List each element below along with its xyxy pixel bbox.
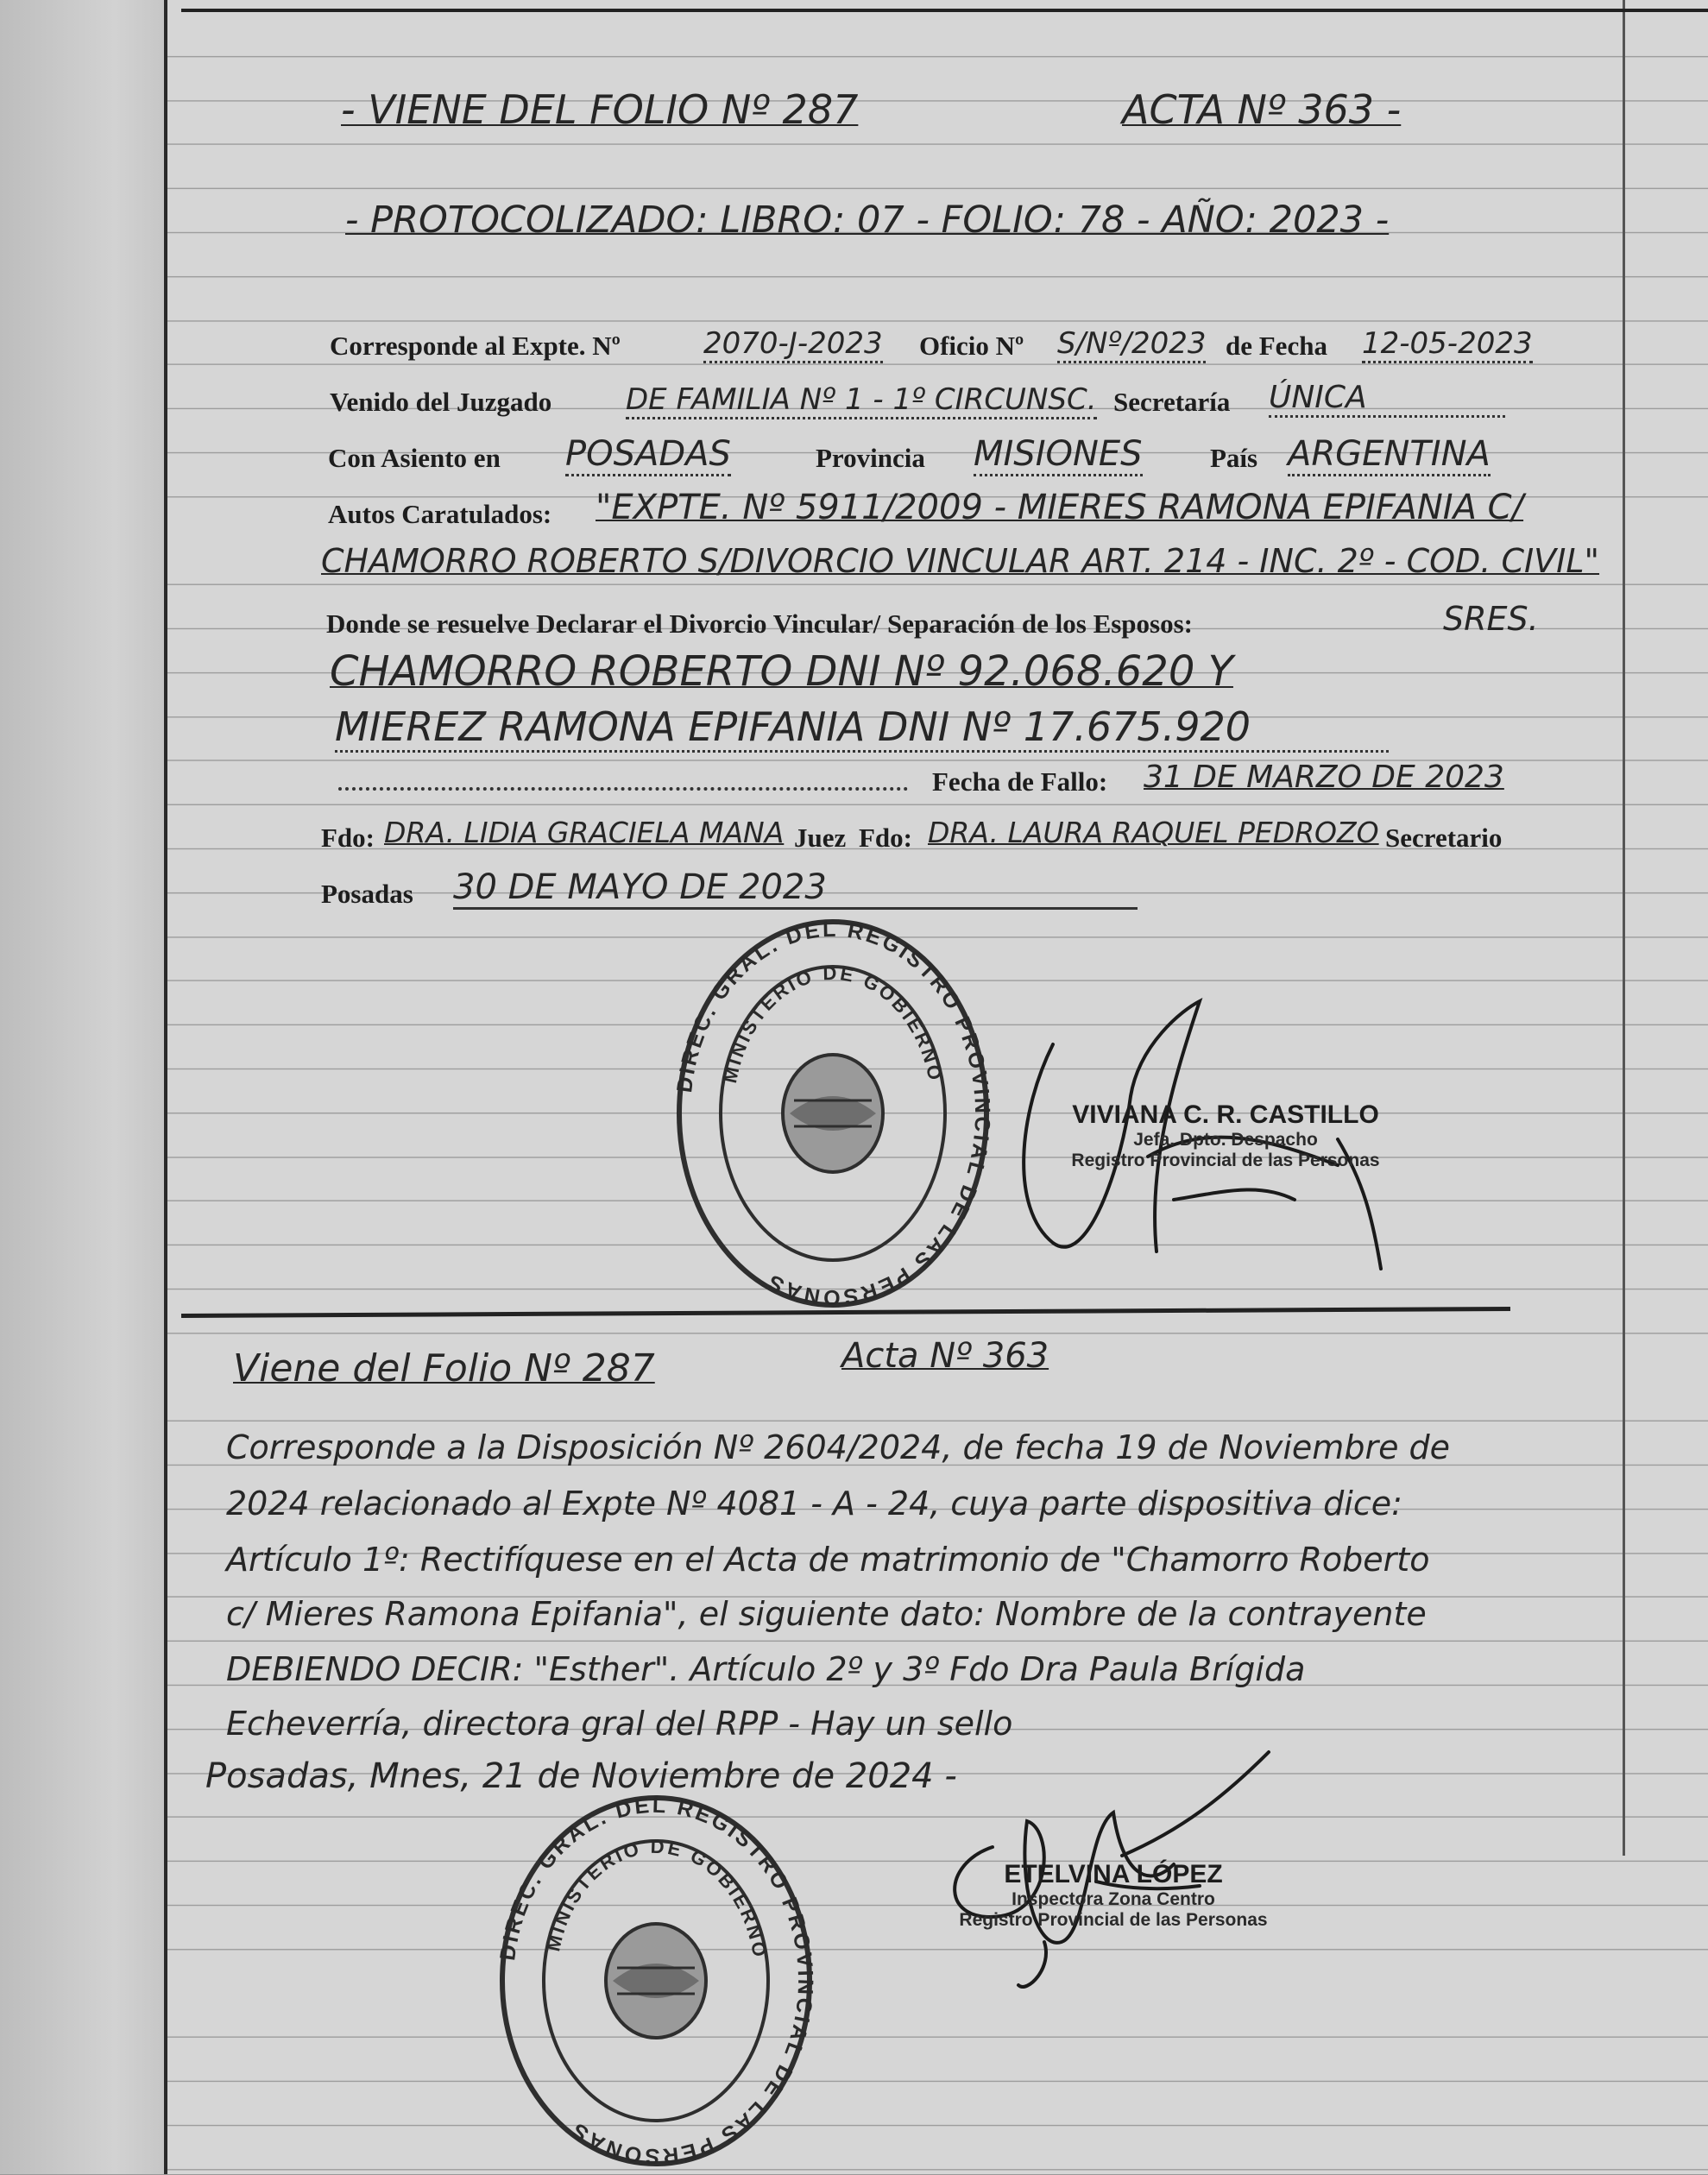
spouse-2: MIEREZ RAMONA EPIFANIA DNI Nº 17.675.920 [335,703,1389,753]
expte-value: 2070-J-2023 [703,326,883,363]
asiento-value: POSADAS [565,434,731,476]
fallo-label: Fecha de Fallo: [932,766,1108,797]
bottom-header-left: Viene del Folio Nº 287 [233,1346,655,1390]
secretaria-value: ÚNICA [1269,380,1505,418]
venido-label: Venido del Juzgado [330,387,552,417]
stamp-outer-text: DIREC. GRAL. DEL REGISTRO PROVINCIAL DE LAS PERSONAS [673,917,993,1310]
juez-value: DRA. LIDIA GRACIELA MANA [384,816,785,849]
oficio-label: Oficio Nº [919,331,1024,361]
signer-title-bottom: Inspectora Zona Centro [1012,1889,1215,1909]
body-line-1: Corresponde a la Disposición Nº 2604/2024, de fecha 19 de Noviembre de [226,1428,1451,1466]
fecha-label: de Fecha [1226,331,1327,361]
left-margin-line [164,0,167,2174]
body-line-6: Echeverría, directora gral del RPP - Hay un sello [226,1705,1013,1743]
oficio-value: S/Nº/2023 [1057,326,1206,363]
official-stamp-top [673,915,993,1312]
top-rule [181,9,1708,12]
provincia-value: MISIONES [974,434,1143,476]
asiento-label: Con Asiento en [328,443,501,473]
corresponde-label: Corresponde al Expte. Nº [330,331,621,361]
body-line-2: 2024 relacionado al Expte Nº 4081 - A - 24, cuya parte dispositiva dice: [226,1485,1402,1522]
right-margin-line [1623,0,1625,1856]
top-header-left: - VIENE DEL FOLIO Nº 287 [341,86,859,133]
body-line-4: c/ Mieres Ramona Epifania", el siguiente dato: Nombre de la contrayente [226,1595,1427,1633]
secretario-value: DRA. LAURA RAQUEL PEDROZO [928,816,1379,849]
official-stamp-bottom [496,1791,816,2171]
stamp-seal-icon [496,1791,816,2171]
signer-title-top: Jefa. Dpto. Despacho [1133,1130,1318,1150]
bottom-header-right: Acta Nº 363 [841,1336,1049,1376]
body-line-5: DEBIENDO DECIR: "Esther". Artículo 2º y 3º Fdo Dra Paula Brígida [226,1650,1306,1688]
signer-org-bottom: Registro Provincial de las Personas [959,1910,1268,1930]
top-header-right: ACTA Nº 363 - [1122,86,1402,133]
pais-label: País [1210,443,1258,473]
autos-label: Autos Caratulados: [328,499,552,529]
signer-block-top [1031,1100,1420,1171]
spouse-1: CHAMORRO ROBERTO DNI Nº 92.068.620 Y [330,647,1233,696]
donde-label: Donde se resuelve Declarar el Divorcio Vincular/ Separación de los Esposos: [326,608,1194,639]
juzgado-value: DE FAMILIA Nº 1 - 1º CIRCUNSC. [626,382,1097,419]
signer-name-bottom: ETELVINA LÓPEZ [1004,1860,1223,1888]
stamp-outer-text: DIREC. GRAL. DEL REGISTRO PROVINCIAL DE LAS PERSONAS [496,1793,816,2169]
autos-value-2: CHAMORRO ROBERTO S/DIVORCIO VINCULAR ART. 214 - INC. 2º - COD. CIVIL" [321,542,1600,580]
pais-value: ARGENTINA [1288,434,1491,476]
body-line-7: Posadas, Mnes, 21 de Noviembre de 2024 - [205,1756,957,1796]
fallo-dots [338,785,908,791]
secretaria-label: Secretaría [1113,387,1231,417]
posadas-label: Posadas [321,879,413,909]
posadas-value: 30 DE MAYO DE 2023 [453,867,1138,910]
signer-block-bottom [932,1860,1295,1931]
signer-org-top: Registro Provincial de las Personas [1071,1151,1380,1170]
fdo-label: Fdo: [321,823,375,853]
stamp-inner-text: MINISTERIO DE GOBIERNO [542,1835,772,1961]
body-line-3: Artículo 1º: Rectifíquese en el Acta de matrimonio de "Chamorro Roberto [226,1541,1430,1579]
fdo2-label: Fdo: [859,823,912,853]
fallo-value: 31 DE MARZO DE 2023 [1144,760,1504,795]
fecha-value: 12-05-2023 [1362,326,1533,363]
protocol-line: - PROTOCOLIZADO: LIBRO: 07 - FOLIO: 78 - AÑO: 2023 - [345,199,1390,242]
signer-name-top: VIVIANA C. R. CASTILLO [1072,1100,1379,1129]
juez-label: Juez [794,823,847,853]
stamp-seal-icon [673,915,993,1312]
stamp-inner-text: MINISTERIO DE GOBIERNO [718,961,947,1086]
autos-value-1: "EXPTE. Nº 5911/2009 - MIERES RAMONA EPIFANIA C/ [596,488,1524,527]
provincia-label: Provincia [816,443,925,473]
secretario-label: Secretario [1385,823,1503,853]
donde-value: SRES. [1443,600,1539,638]
binding-margin [0,0,164,2174]
